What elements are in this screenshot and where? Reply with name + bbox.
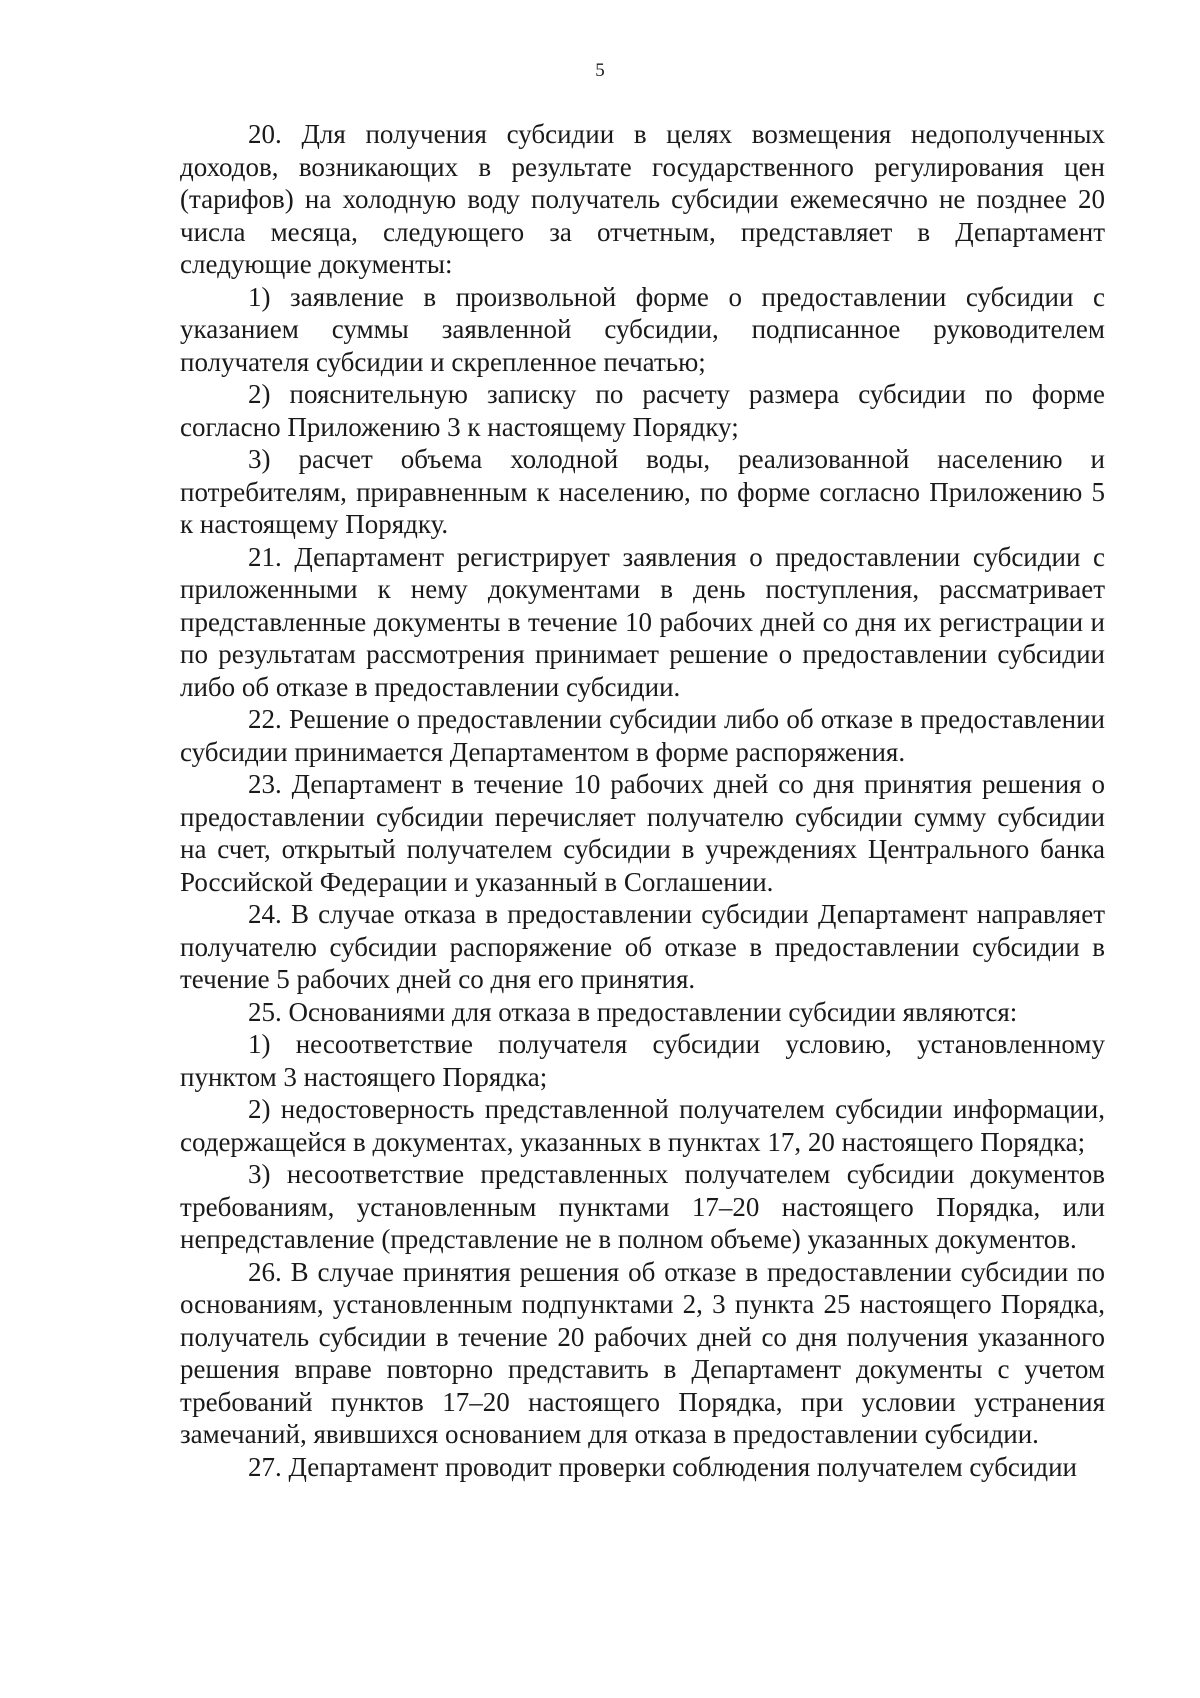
paragraph-25-item-2: 2) недостоверность представленной получателем субсидии информации, содержащейся в документах, указанных в пунктах 17, 20 настоящего Порядка; bbox=[180, 1094, 1105, 1157]
paragraph-26: 26. В случае принятия решения об отказе в предоставлении субсидии по основаниям, установленным подпунктами 2, 3 пункта 25 настоящего Порядка, получатель субсидии в течение 20 рабочих дней со дня получения указанного решения вправе повторно представить в Департамент документы с учетом требований пунктов 17–20 настоящего Порядка, при условии устранения замечаний, явившихся основанием для отказа в предоставлении субсидии. bbox=[180, 1256, 1105, 1449]
paragraph-20-item-1: 1) заявление в произвольной форме о предоставлении субсидии с указанием суммы заявленной субсидии, подписанное руководителем получателя субсидии и скрепленное печатью; bbox=[180, 281, 1105, 377]
paragraph-25-item-1: 1) несоответствие получателя субсидии условию, установленному пунктом 3 настоящего Порядка; bbox=[180, 1029, 1105, 1092]
paragraph-21: 21. Департамент регистрирует заявления о предоставлении субсидии с приложенными к нему документами в день поступления, рассматривает представленные документы в течение 10 рабочих дней со дня их регистрации и по результатам рассмотрения принимает решение о предоставлении субсидии либо об отказе в предоставлении субсидии. bbox=[180, 541, 1105, 702]
page-number: 5 bbox=[595, 60, 605, 81]
paragraph-27: 27. Департамент проводит проверки соблюдения получателем субсидии bbox=[248, 1451, 1077, 1482]
paragraph-20-item-3: 3) расчет объема холодной воды, реализованной населению и потребителям, приравненным к населению, по форме согласно Приложению 5 к настоящему Порядку. bbox=[180, 444, 1105, 539]
paragraph-25: 25. Основаниями для отказа в предоставлении субсидии являются: bbox=[248, 996, 1018, 1027]
paragraph-23: 23. Департамент в течение 10 рабочих дней со дня принятия решения о предоставлении субсидии перечисляет получателю субсидии сумму субсидии на счет, открытый получателем субсидии в учреждениях Центрального банка Российской Федерации и указанный в Соглашении. bbox=[180, 769, 1105, 897]
paragraph-20-item-2: 2) пояснительную записку по расчету размера субсидии по форме согласно Приложению 3 к настоящему Порядку; bbox=[180, 379, 1105, 442]
paragraph-20: 20. Для получения субсидии в целях возмещения недополученных доходов, возникающих в результате государственного регулирования цен (тарифов) на холодную воду получатель субсидии ежемесячно не позднее 20 числа месяца, следующего за отчетным, представляет в Департамент следующие документы: bbox=[180, 119, 1105, 279]
paragraph-25-item-3: 3) несоответствие представленных получателем субсидии документов требованиям, установленным пунктами 17–20 настоящего Порядка, или непредставление (представление не в полном объеме) указанных документов. bbox=[180, 1159, 1105, 1254]
document-body bbox=[180, 118, 1105, 1483]
paragraph-24: 24. В случае отказа в предоставлении субсидии Департамент направляет получателю субсидии распоряжение об отказе в предоставлении субсидии в течение 5 рабочих дней со дня его принятия. bbox=[180, 899, 1105, 994]
paragraph-22: 22. Решение о предоставлении субсидии либо об отказе в предоставлении субсидии принимается Департаментом в форме распоряжения. bbox=[180, 704, 1105, 767]
